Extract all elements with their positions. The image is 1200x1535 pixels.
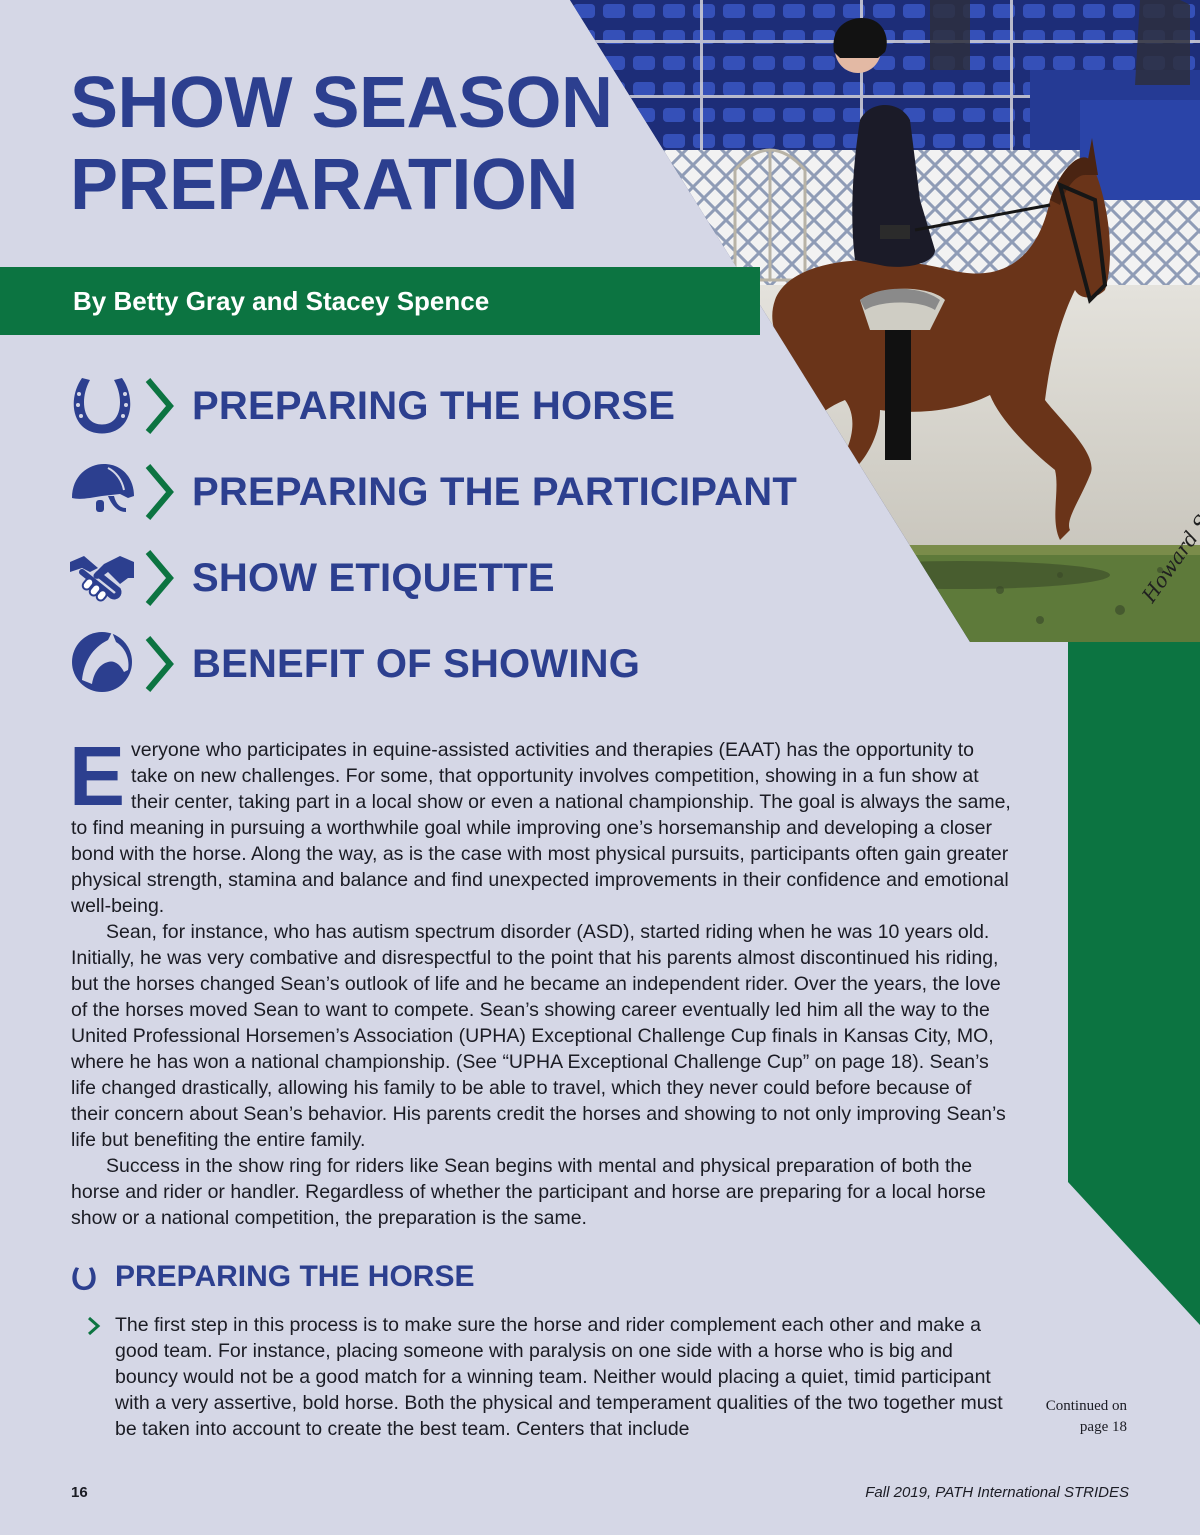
handshake-icon [68, 542, 136, 610]
section-list [68, 370, 798, 714]
drop-cap: E [69, 729, 126, 823]
chevron-right-icon [142, 462, 176, 522]
riding-helmet-icon [68, 456, 136, 524]
chevron-right-icon [86, 1316, 102, 1336]
chevron-right-icon [142, 548, 176, 608]
section-heading [70, 1258, 670, 1298]
bullet-text: The first step in this process is to make sure the horse and rider complement each other and make a good team. For instance, placing someone with paralysis on one side with a horse who is big and bouncy would not be a good match for a winning team. Neither would placing a quiet, timid participant with a very assertive, bold horse. Both the physical and temperament qualities of the two together must be taken into account to create the best team. Centers that include [115, 1314, 1003, 1440]
article-title [70, 62, 613, 226]
continued-note [1012, 1396, 1127, 1438]
body-paragraph: Sean, for instance, who has autism spectrum disorder (ASD), started riding when he was 10 years old. Initially, he was very combative and disrespectful to the point that his parents almost discontinued his riding, but the horses changed Sean’s outlook of life and he became an independent rider. Over the years, the love of the horses moved Sean to want to compete. Sean’s showing career eventually led him all the way to the United Professional Horsemen’s Association (UPHA) Exceptional Challenge Cup finals in Kansas City, MO, where he has won a national championship. (See “UPHA Exceptional Challenge Cup” on page 18). Sean’s life changed drastically, allowing his family to be able to travel, which they never could before because of their concern about Sean’s behavior. His parents credit the horses and showing to not only improving Sean’s life but benefiting the entire family. [71, 921, 1006, 1151]
toc-item-benefit-showing [68, 628, 788, 714]
page-number: 16 [71, 1484, 88, 1501]
chevron-right-icon [142, 376, 176, 436]
bullet-item [86, 1312, 1006, 1442]
article-title-line-1: SHOW SEASON [70, 63, 613, 143]
toc-item-preparing-participant [68, 456, 798, 542]
body-paragraph [69, 729, 1011, 919]
toc-label: BENEFIT OF SHOWING [192, 642, 641, 686]
chevron-right-icon [142, 634, 176, 694]
horse-head-icon [68, 628, 136, 696]
green-accent-bar [1068, 642, 1200, 1325]
toc-label: PREPARING THE PARTICIPANT [192, 470, 798, 514]
article-body [69, 729, 1011, 1231]
horseshoe-icon [70, 1264, 98, 1292]
paragraph-text: veryone who participates in equine-assisted activities and therapies (EAAT) has the opportunity to take on new challenges. For some, that opportunity involves competition, showing in a fun show at their center, taking part in a local show or even a national championship. The goal is always the same, to find meaning in pursuing a worthwhile goal while improving one’s horsemanship and developing a closer bond with the horse. Along the way, as is the case with most physical pursuits, participants often gain greater physical strength, stamina and balance and find unexpected improvements in their confidence and emotional well-being. [71, 739, 1011, 917]
toc-item-preparing-horse [68, 370, 788, 456]
horseshoe-icon [68, 370, 136, 438]
continued-line-1: Continued on [1045, 1398, 1127, 1414]
toc-label: PREPARING THE HORSE [192, 384, 676, 428]
article-title-line-2: PREPARATION [70, 145, 578, 225]
section-heading-text: PREPARING THE HORSE [115, 1260, 475, 1293]
publication-info: Fall 2019, PATH International STRIDES [865, 1484, 1129, 1501]
byline: By Betty Gray and Stacey Spence [73, 286, 490, 316]
toc-label: SHOW ETIQUETTE [192, 556, 555, 600]
body-paragraph: Success in the show ring for riders like Sean begins with mental and physical preparation of both the horse and rider or handler. Regardless of whether the participant and horse are preparing for a local horse show or a national competition, the preparation is the same. [71, 1155, 986, 1229]
continued-line-2: page 18 [1079, 1419, 1127, 1435]
toc-item-show-etiquette [68, 542, 788, 628]
